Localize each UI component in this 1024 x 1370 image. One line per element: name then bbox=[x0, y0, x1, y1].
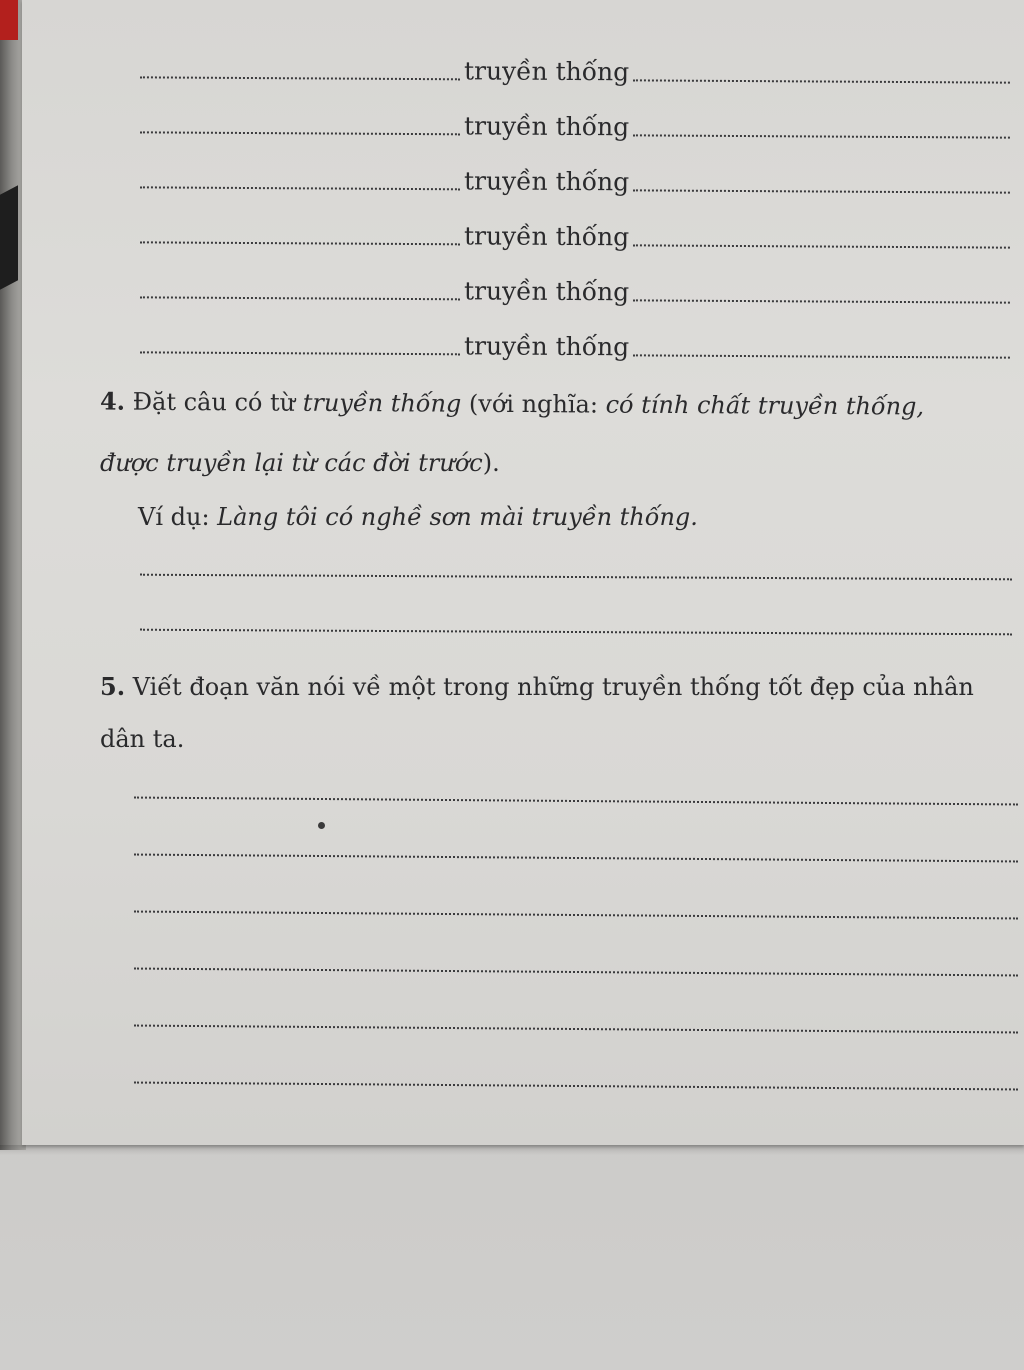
exercise-4-prompt-line-1 bbox=[100, 386, 924, 421]
exercise-5-answer-line[interactable] bbox=[134, 797, 1018, 806]
exercise-4-answer-line[interactable] bbox=[140, 629, 1012, 636]
blank-left[interactable] bbox=[140, 76, 460, 80]
fill-word: truyền thống bbox=[463, 166, 630, 197]
blank-left[interactable] bbox=[140, 186, 460, 190]
exercise-5-prompt-line-2 bbox=[100, 724, 184, 754]
blank-right[interactable] bbox=[633, 244, 1010, 248]
exercise-4-close: ). bbox=[482, 449, 500, 477]
fill-word: truyền thống bbox=[463, 331, 630, 362]
fill-row bbox=[140, 109, 1010, 144]
exercise-5-answer-line[interactable] bbox=[134, 911, 1018, 920]
fill-word: truyền thống bbox=[463, 111, 630, 142]
exercise-5-text-2: dân ta. bbox=[100, 725, 185, 753]
example-text: Làng tôi có nghề sơn mài truyền thống. bbox=[217, 503, 698, 531]
blank-left[interactable] bbox=[140, 241, 460, 245]
exercise-5-answer-line[interactable] bbox=[134, 1025, 1018, 1034]
exercise-4-number: 4. bbox=[99, 386, 126, 416]
page-shadow bbox=[0, 1145, 1024, 1155]
exercise-5-text-1: Viết đoạn văn nói về một trong những truyền thống tốt đẹp của nhân bbox=[132, 673, 974, 701]
exercise-5-answer-line[interactable] bbox=[134, 968, 1018, 977]
exercise-5-prompt-line-1 bbox=[100, 672, 974, 702]
exercise-5-answer-line[interactable] bbox=[134, 854, 1018, 863]
exercise-5-answer-line[interactable] bbox=[134, 1082, 1018, 1091]
blank-left[interactable] bbox=[140, 131, 460, 135]
blank-left[interactable] bbox=[140, 296, 460, 300]
blank-right[interactable] bbox=[633, 189, 1010, 193]
exercise-4-meaning-b: được truyền lại từ các đời trước bbox=[100, 449, 483, 477]
fill-row bbox=[140, 219, 1010, 254]
fill-row bbox=[140, 164, 1010, 199]
exercise-4-prompt-line-2 bbox=[100, 448, 500, 478]
exercise-4-text-a: Đặt câu có từ bbox=[132, 387, 303, 417]
exercise-4-answer-line[interactable] bbox=[140, 574, 1012, 581]
fill-row bbox=[140, 329, 1010, 364]
fill-word: truyền thống bbox=[463, 56, 630, 87]
blank-right[interactable] bbox=[633, 299, 1010, 303]
blank-left[interactable] bbox=[140, 351, 460, 355]
exercise-4-meaning-a: có tính chất truyền thống, bbox=[605, 390, 925, 421]
exercise-4-text-b: (với nghĩa: bbox=[461, 389, 606, 419]
fill-word: truyền thống bbox=[463, 276, 630, 307]
ink-speck bbox=[318, 822, 325, 829]
blank-right[interactable] bbox=[633, 134, 1010, 138]
blank-right[interactable] bbox=[633, 79, 1010, 83]
fill-word: truyền thống bbox=[463, 221, 630, 252]
exercise-4-term: truyền thống bbox=[302, 388, 462, 418]
exercise-5-number: 5. bbox=[100, 672, 126, 701]
fill-row bbox=[140, 274, 1010, 309]
example-label: Ví dụ: bbox=[138, 503, 218, 531]
fill-row bbox=[140, 54, 1010, 89]
blank-right[interactable] bbox=[633, 354, 1010, 358]
exercise-4-example bbox=[138, 502, 698, 532]
